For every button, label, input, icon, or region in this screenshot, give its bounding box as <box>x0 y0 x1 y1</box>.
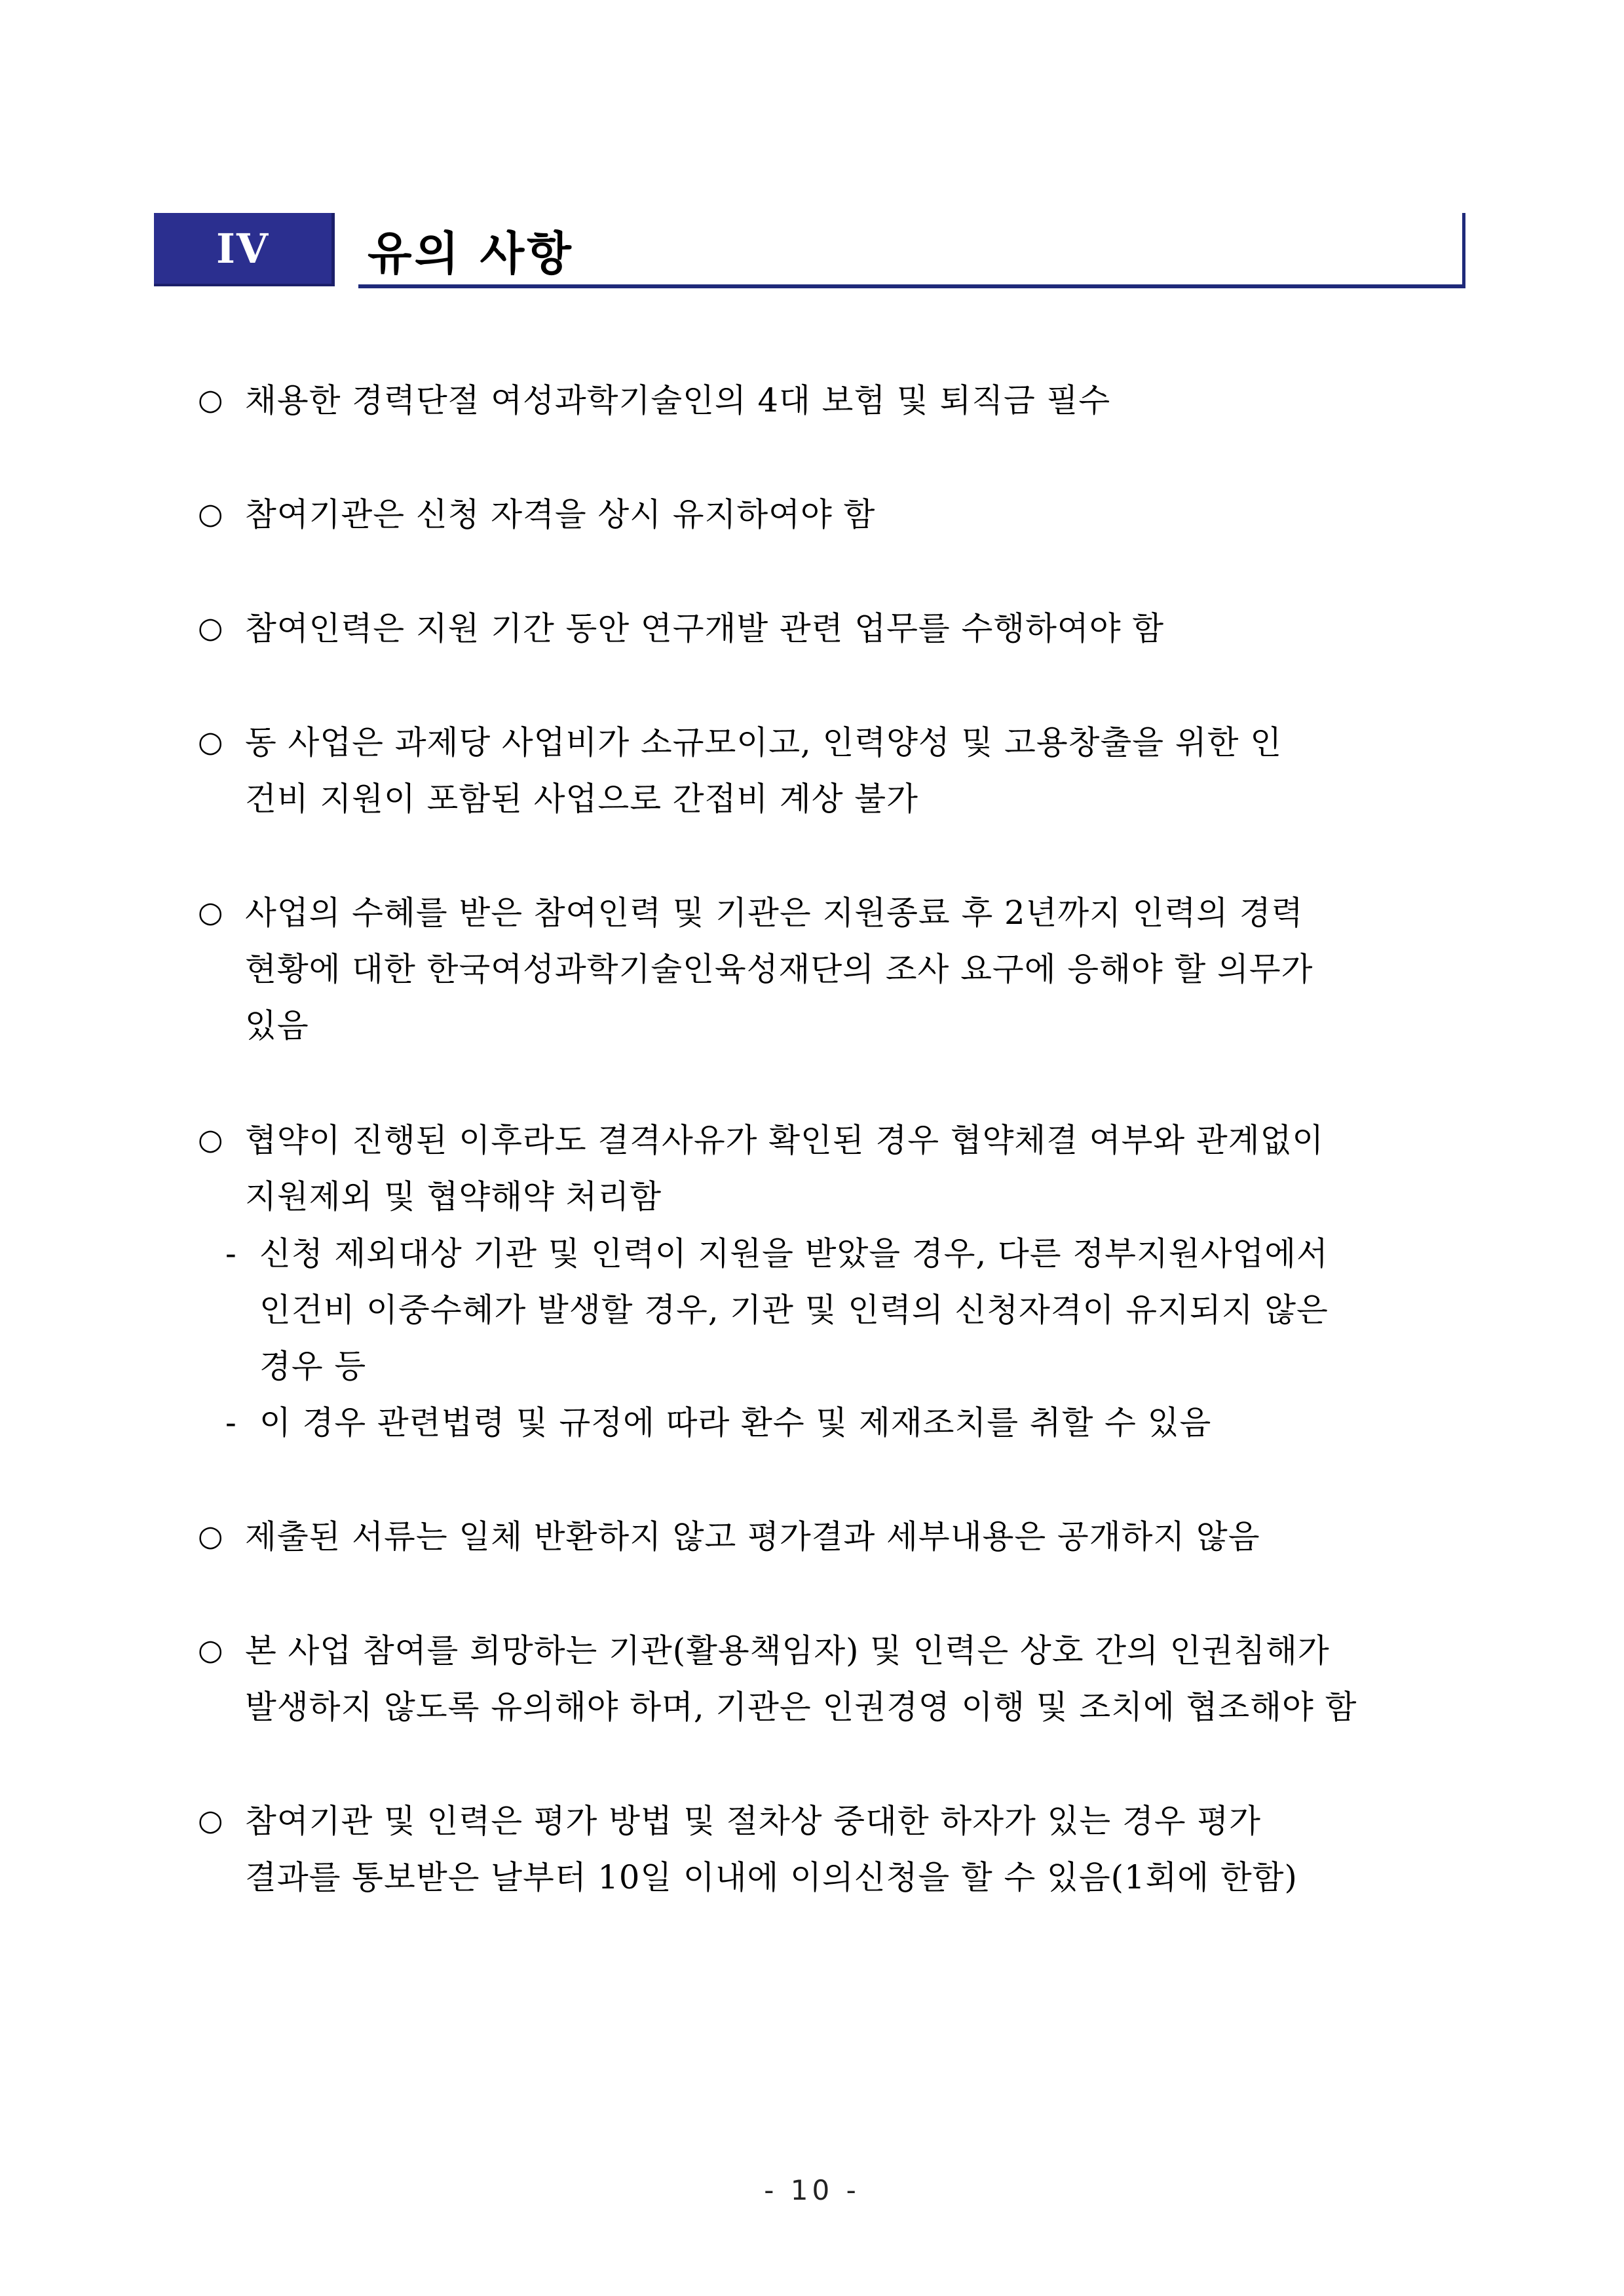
item-line: 지원제외 및 협약해약 처리함 <box>245 1177 662 1215</box>
sub-item-line: 이 경우 관련법령 및 규정에 따라 환수 및 제재조치를 취할 수 있음 <box>259 1404 1212 1442</box>
item-line: 제출된 서류는 일체 반환하지 않고 평가결과 세부내용은 공개하지 않음 <box>245 1518 1260 1556</box>
item-line: 참여기관 및 인력은 평가 방법 및 절차상 중대한 하자가 있는 경우 평가 <box>245 1802 1261 1840</box>
item-line: 본 사업 참여를 희망하는 기관(활용책임자) 및 인력은 상호 간의 인권침해가 <box>245 1632 1330 1670</box>
item-line: 동 사업은 과제당 사업비가 소규모이고, 인력양성 및 고용창출을 위한 인 <box>245 723 1283 761</box>
page-number: - 10 - <box>764 2174 860 2206</box>
circle-bullet-icon: ○ <box>198 611 224 645</box>
sub-item-line: 경우 등 <box>259 1347 367 1385</box>
circle-bullet-icon: ○ <box>198 1520 224 1553</box>
item-line: 현황에 대한 한국여성과학기술인육성재단의 조사 요구에 응해야 할 의무가 <box>245 950 1313 988</box>
circle-bullet-icon: ○ <box>198 1634 224 1667</box>
sub-item-line: 인건비 이중수혜가 발생할 경우, 기관 및 인력의 신청자격이 유지되지 않은 <box>259 1291 1329 1329</box>
circle-bullet-icon: ○ <box>198 383 224 417</box>
section-number: IV <box>154 213 335 286</box>
item-line: 사업의 수혜를 받은 참여인력 및 기관은 지원종료 후 2년까지 인력의 경력 <box>245 894 1304 932</box>
item-line: 발생하지 않도록 유의해야 하며, 기관은 인권경영 이행 및 조치에 협조해야 함 <box>245 1688 1357 1726</box>
item-line: 결과를 통보받은 날부터 10일 이내에 이의신청을 할 수 있음(1회에 한함) <box>245 1858 1298 1896</box>
item-line: 협약이 진행된 이후라도 결격사유가 확인된 경우 협약체결 여부와 관계없이 <box>245 1121 1325 1159</box>
circle-bullet-icon: ○ <box>198 896 224 929</box>
item-line: 참여기관은 신청 자격을 상시 유지하여야 함 <box>245 495 876 533</box>
item-line: 참여인력은 지원 기간 동안 연구개발 관련 업무를 수행하여야 함 <box>245 609 1165 647</box>
dash-bullet: - <box>225 1404 237 1442</box>
section-title: 유의 사항 <box>368 227 574 280</box>
item-line: 있음 <box>245 1006 309 1044</box>
item-line: 채용한 경력단절 여성과학기술인의 4대 보험 및 퇴직금 필수 <box>245 381 1111 419</box>
sub-item-line: 신청 제외대상 기관 및 인력이 지원을 받았을 경우, 다른 정부지원사업에서 <box>259 1234 1329 1272</box>
circle-bullet-icon: ○ <box>198 497 224 531</box>
circle-bullet-icon: ○ <box>198 725 224 759</box>
item-line: 건비 지원이 포함된 사업으로 간접비 계상 불가 <box>245 780 918 818</box>
circle-bullet-icon: ○ <box>198 1123 224 1157</box>
circle-bullet-icon: ○ <box>198 1804 224 1837</box>
section-title-box <box>358 213 1465 288</box>
section-header <box>154 213 1471 288</box>
dash-bullet: - <box>225 1234 237 1272</box>
